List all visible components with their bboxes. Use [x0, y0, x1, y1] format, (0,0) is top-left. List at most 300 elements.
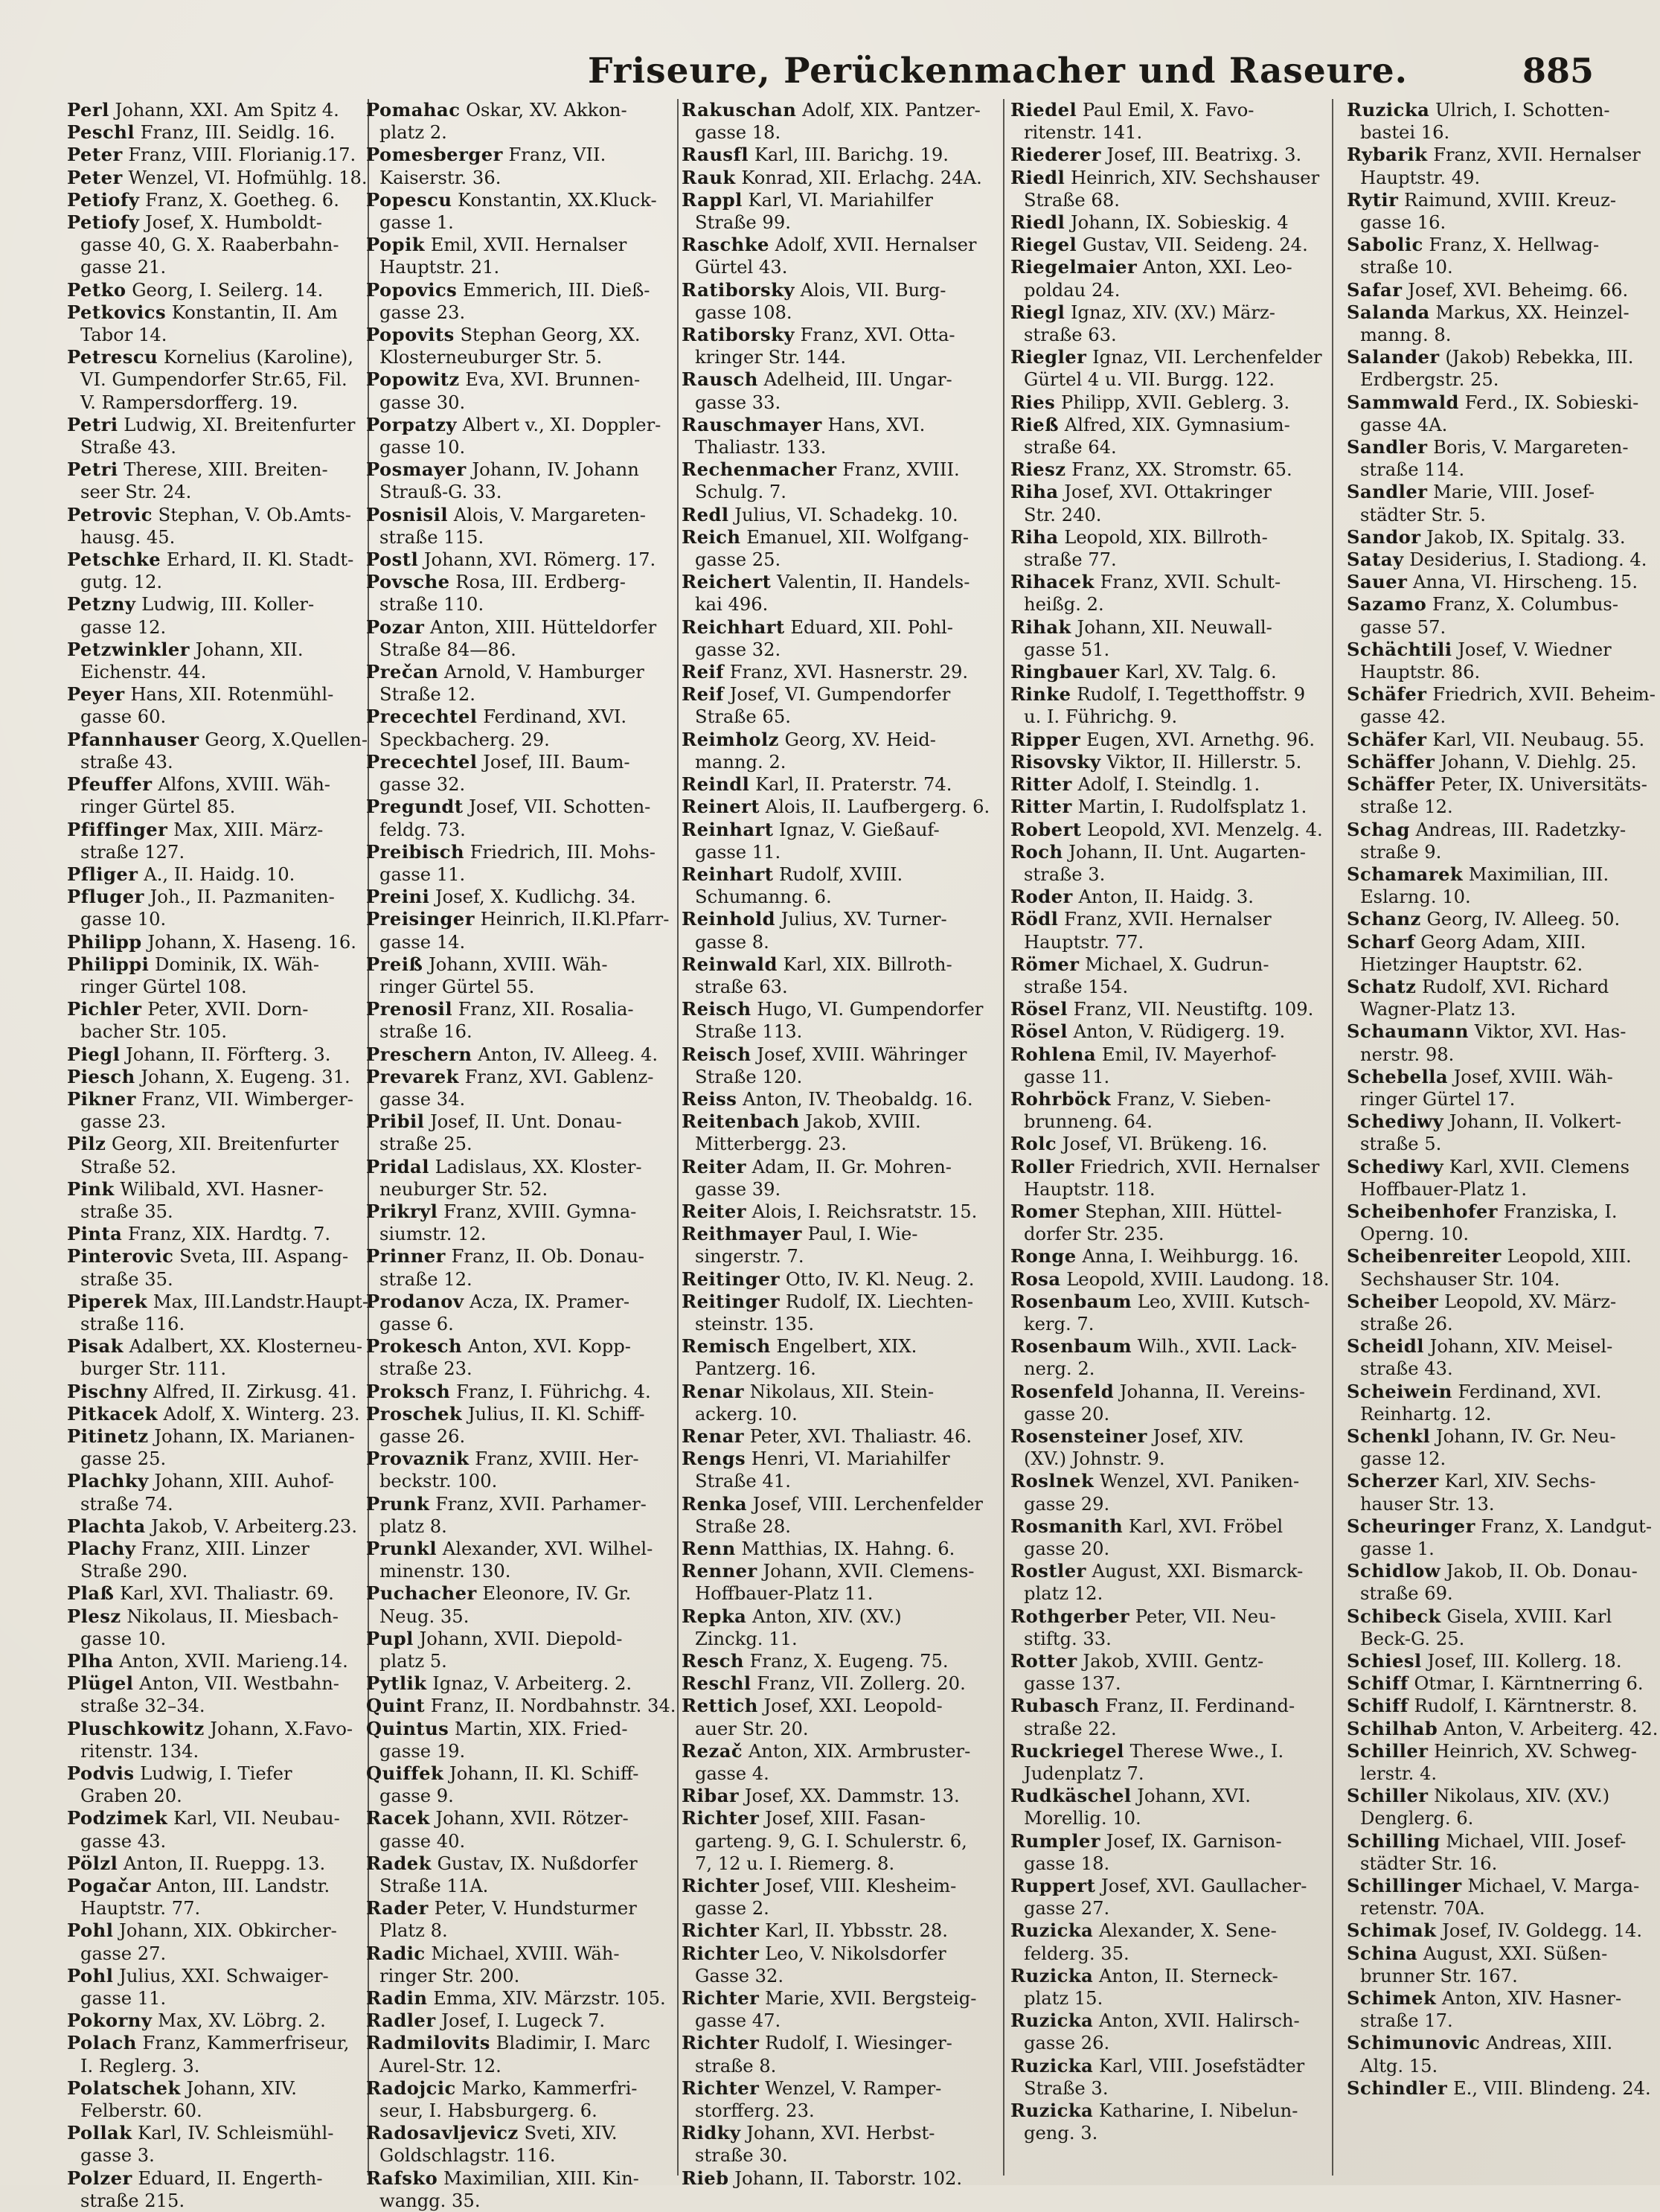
directory-entry	[67, 796, 368, 818]
entry-detail: platz 15.	[1024, 1988, 1103, 2010]
entry-detail: Ignaz, V. Arbeiterg. 2.	[426, 1673, 632, 1695]
entry-detail: Peter, XVI. Thaliastr. 46.	[744, 1425, 972, 1447]
directory-entry	[366, 121, 667, 144]
entry-detail: gasse 27.	[80, 1943, 167, 1964]
entry-surname: Rihacek	[1010, 571, 1095, 593]
directory-entry	[366, 1718, 667, 1740]
entry-surname: Pluschkowitz	[67, 1717, 205, 1739]
directory-entry	[366, 1448, 667, 1470]
entry-detail: gasse 23.	[80, 1111, 167, 1133]
entry-detail: feldg. 73.	[379, 819, 466, 840]
entry-detail: Anton, XIV. (XV.)	[746, 1605, 902, 1627]
entry-detail: Wilibald, XVI. Hasner-	[114, 1178, 324, 1200]
page-header	[0, 43, 1660, 103]
entry-surname: Pozar	[366, 616, 425, 638]
directory-entry	[67, 1245, 368, 1268]
directory-entry	[1010, 593, 1323, 616]
directory-entry	[67, 211, 368, 234]
directory-entry	[366, 1538, 667, 1560]
entry-detail: Karl, XVI. Fröbel	[1123, 1515, 1284, 1537]
entry-surname: Rezač	[682, 1739, 743, 1762]
entry-surname: Richter	[682, 1807, 760, 1829]
entry-detail: Alfred, II. Zirkusg. 41.	[147, 1381, 357, 1402]
entry-detail: Katharine, I. Nibelun-	[1093, 2100, 1298, 2122]
entry-detail: Anton, V. Rüdigerg. 19.	[1067, 1021, 1286, 1043]
entry-detail: seer Str. 24.	[80, 482, 192, 503]
directory-entry	[1010, 1538, 1323, 1560]
directory-entry	[1347, 2077, 1651, 2100]
directory-entry	[67, 683, 368, 706]
directory-entry	[1010, 144, 1323, 166]
directory-entry	[67, 1066, 368, 1088]
directory-entry	[682, 1875, 990, 1897]
entry-detail: Adolf, I. Steindlg. 1.	[1071, 774, 1260, 796]
directory-entry	[1010, 481, 1323, 503]
entry-detail: städter Str. 16.	[1360, 1853, 1498, 1874]
entry-detail: Anton, XVI. Kopp-	[462, 1336, 631, 1358]
entry-detail: Rudolf, I. Kärntnerstr. 8.	[1408, 1695, 1638, 1717]
entry-surname: Schindler	[1347, 2077, 1448, 2099]
directory-entry	[366, 189, 667, 211]
entry-surname: Schilhab	[1347, 1717, 1438, 1739]
entry-detail: Arnold, V. Hamburger	[438, 662, 644, 683]
directory-entry	[682, 886, 990, 908]
entry-surname: Schag	[1347, 818, 1410, 840]
entry-detail: Georg Adam, XIII.	[1414, 931, 1586, 953]
entry-detail: gasse 47.	[695, 2010, 781, 2032]
directory-entry	[1010, 234, 1323, 256]
directory-entry	[67, 1268, 368, 1291]
entry-detail: Franz, XX. Stromstr. 65.	[1065, 459, 1292, 481]
directory-entry	[682, 1740, 990, 1762]
directory-entry	[67, 773, 368, 796]
entry-detail: Engelbert, XIX.	[770, 1336, 917, 1358]
entry-surname: Schiller	[1347, 1785, 1429, 1807]
entry-detail: auer Str. 20.	[695, 1718, 809, 1739]
directory-entry	[682, 1335, 990, 1358]
directory-entry	[682, 1178, 990, 1201]
entry-detail: Anton, XIX. Armbruster-	[743, 1740, 971, 1762]
entry-detail: Friedrich, III. Mohs-	[464, 841, 656, 863]
directory-entry	[1347, 1043, 1638, 1066]
directory-entry	[682, 256, 990, 278]
entry-detail: V. Rampersdorfferg. 19.	[80, 391, 298, 413]
entry-detail: Franz, XVII. Hernalser	[1058, 909, 1272, 930]
directory-entry	[1347, 504, 1638, 526]
directory-entry	[682, 279, 990, 301]
directory-entry	[1347, 144, 1641, 166]
directory-entry	[682, 1448, 990, 1470]
entry-detail: Johann, II. Kl. Schiff-	[443, 1763, 639, 1785]
entry-detail: Anton, XIII. Hütteldorfer	[424, 616, 657, 638]
directory-entry	[682, 2100, 990, 2122]
entry-detail: Reinhartg. 12.	[1360, 1403, 1492, 1425]
directory-entry	[682, 189, 990, 211]
entry-detail: Rosa, III. Erdberg-	[449, 572, 626, 593]
directory-entry	[366, 773, 667, 796]
entry-surname: Pytlik	[366, 1672, 427, 1695]
directory-entry	[682, 346, 990, 368]
entry-surname: Plha	[67, 1650, 114, 1672]
directory-entry	[67, 616, 368, 639]
entry-surname: Schediwy	[1347, 1155, 1444, 1177]
entry-detail: Johann, II. Förfterg. 3.	[120, 1043, 331, 1065]
entry-detail: Nikolaus, XII. Stein-	[744, 1381, 935, 1402]
entry-detail: Franz, I. Führichg. 4.	[450, 1381, 651, 1402]
entry-detail: kai 496.	[695, 594, 769, 616]
entry-detail: Peter, V. Hundsturmer	[428, 1898, 637, 1919]
directory-entry	[1347, 976, 1638, 998]
entry-surname: Rausfl	[682, 144, 749, 166]
directory-entry	[1010, 863, 1323, 886]
directory-entry	[1347, 1066, 1638, 1088]
entry-surname: Reinhart	[682, 863, 774, 885]
entry-detail: Georg, IV. Alleeg. 50.	[1420, 909, 1621, 930]
directory-entry	[67, 1762, 368, 1785]
entry-surname: Romer	[1010, 1200, 1080, 1222]
entry-surname: Prečan	[366, 661, 439, 683]
directory-entry	[1347, 1223, 1638, 1245]
directory-column-2	[366, 99, 676, 2211]
entry-surname: Preisinger	[366, 908, 475, 930]
entry-detail: Rudolf, XVI. Richard	[1416, 976, 1609, 997]
entry-surname: Pomahac	[366, 99, 461, 121]
directory-entry	[1347, 1403, 1638, 1425]
entry-detail: Marko, Kammerfri-	[455, 2077, 638, 2099]
entry-detail: Julius, II. Kl. Schiff-	[462, 1403, 645, 1425]
entry-detail: gasse 21.	[80, 257, 167, 278]
directory-entry	[67, 661, 368, 683]
entry-detail: Eichenstr. 44.	[80, 662, 207, 683]
directory-entry	[682, 549, 990, 571]
entry-surname: Pitkacek	[67, 1402, 158, 1425]
entry-detail: Eduard, XII. Pohl-	[784, 616, 953, 638]
entry-detail: Straße 52.	[80, 1156, 176, 1177]
entry-surname: Renn	[682, 1538, 736, 1559]
entry-detail: Karl, XVII. Clemens	[1443, 1156, 1629, 1177]
entry-detail: Franz, VII. Zollerg. 20.	[751, 1673, 966, 1695]
entry-surname: Riegelmaier	[1010, 256, 1138, 278]
entry-surname: Riegler	[1010, 346, 1087, 368]
directory-entry	[682, 1425, 990, 1448]
entry-detail: Goldschlagstr. 116.	[379, 2145, 556, 2167]
entry-detail: Gasse 32.	[695, 1965, 784, 1986]
directory-entry	[67, 571, 368, 593]
directory-entry	[1010, 1178, 1323, 1201]
entry-detail: Altg. 15.	[1360, 2055, 1438, 2077]
entry-surname: Sandor	[1347, 525, 1421, 548]
directory-entry	[366, 1313, 667, 1335]
entry-surname: Petiofy	[67, 188, 140, 211]
entry-detail: Johann, XII. Neuwall-	[1071, 616, 1272, 638]
directory-entry	[366, 526, 667, 549]
entry-detail: Johann, XIX. Obkircher-	[113, 1920, 337, 1942]
directory-entry	[1347, 1582, 1638, 1605]
entry-detail: Johann, XIV.	[180, 2077, 297, 2099]
entry-surname: Scheiber	[1347, 1290, 1439, 1312]
entry-surname: Pink	[67, 1177, 115, 1200]
directory-entry	[1010, 121, 1323, 144]
entry-detail: Speckbacherg. 29.	[379, 729, 550, 750]
entry-surname: Rosmanith	[1010, 1515, 1124, 1537]
entry-detail: gasse 33.	[695, 391, 781, 413]
entry-detail: Gustav, VII. Seideng. 24.	[1077, 234, 1308, 256]
entry-detail: Emanuel, XII. Wolfgang-	[740, 526, 970, 548]
directory-entry	[1347, 1358, 1638, 1380]
directory-entry	[366, 593, 667, 616]
directory-entry	[682, 1582, 990, 1605]
directory-entry	[1010, 1965, 1323, 1987]
entry-surname: Porpatzy	[366, 413, 457, 435]
entry-detail: gasse 10.	[80, 1628, 167, 1649]
directory-entry	[366, 2122, 667, 2144]
entry-detail: minenstr. 130.	[379, 1561, 511, 1582]
entry-detail: Jakob, IX. Spitalg. 33.	[1420, 526, 1626, 548]
entry-detail: Straße 65.	[695, 706, 791, 728]
entry-detail: Karl, XIX. Billroth-	[777, 953, 952, 975]
entry-detail: Straße 290.	[80, 1561, 188, 1582]
entry-detail: Johann, XXI. Am Spitz 4.	[109, 100, 339, 121]
entry-surname: Plaß	[67, 1582, 115, 1605]
entry-surname: Petschke	[67, 549, 161, 571]
entry-surname: Rinke	[1010, 683, 1071, 706]
entry-detail: Johann, X.Favo-	[204, 1718, 353, 1739]
entry-detail: Matthias, IX. Hahng. 6.	[735, 1538, 955, 1559]
directory-entry	[366, 2190, 667, 2212]
entry-surname: Ries	[1010, 391, 1056, 413]
entry-surname: Rosenbaum	[1010, 1290, 1132, 1312]
directory-entry	[67, 1965, 368, 1987]
entry-detail: Josef, II. Unt. Donau-	[424, 1111, 622, 1133]
directory-entry	[67, 729, 368, 751]
entry-surname: Scherzer	[1347, 1470, 1439, 1492]
entry-detail: Johann, IX. Marianen-	[148, 1425, 355, 1447]
directory-entry	[1347, 481, 1638, 503]
directory-entry	[682, 1762, 990, 1785]
directory-entry	[67, 279, 368, 301]
entry-detail: Georg, XII. Breitenfurter	[106, 1134, 339, 1155]
directory-entry	[67, 1538, 368, 1560]
entry-surname: Pinterovic	[67, 1245, 174, 1268]
entry-detail: Aurel-Str. 12.	[379, 2055, 501, 2077]
entry-detail: Franz, X. Landgut-	[1475, 1515, 1653, 1537]
entry-detail: Jakob, II. Ob. Donau-	[1441, 1561, 1638, 1582]
directory-entry	[1347, 1493, 1638, 1515]
entry-detail: Emil, XVII. Hernalser	[425, 234, 627, 256]
entry-surname: Reif	[682, 661, 725, 683]
directory-entry	[366, 2055, 667, 2077]
entry-surname: Richter	[682, 1875, 760, 1897]
entry-surname: Radmilovits	[366, 2032, 490, 2054]
directory-entry	[1010, 1403, 1323, 1425]
directory-entry	[1010, 526, 1323, 549]
entry-detail: Anton, VII. Westbahn-	[133, 1673, 339, 1695]
entry-detail: straße 35.	[80, 1201, 173, 1222]
directory-entry	[1010, 841, 1323, 863]
entry-surname: Schimunovic	[1347, 2032, 1481, 2054]
entry-surname: Remisch	[682, 1335, 771, 1358]
directory-entry	[682, 773, 990, 796]
directory-entry	[1347, 1695, 1638, 1717]
entry-detail: Franz, II. Ob. Donau-	[445, 1246, 644, 1268]
entry-detail: Eugen, XVI. Arnethg. 96.	[1080, 729, 1315, 750]
directory-entry	[67, 841, 368, 863]
directory-entry	[67, 234, 368, 256]
entry-surname: Quintus	[366, 1717, 449, 1739]
directory-entry	[1010, 931, 1323, 953]
entry-detail: Josef, XXI. Leopold-	[757, 1695, 943, 1717]
entry-detail: gasse 25.	[695, 549, 781, 571]
entry-detail: straße 32–34.	[80, 1695, 205, 1717]
directory-entry	[682, 1650, 990, 1672]
directory-entry	[67, 2055, 368, 2077]
entry-surname: Ratiborsky	[682, 278, 795, 301]
directory-entry	[682, 1560, 990, 1582]
entry-surname: Ruzicka	[1010, 2100, 1094, 2122]
directory-entry	[366, 1695, 676, 1717]
entry-detail: Karl, II. Praterstr. 74.	[749, 774, 952, 796]
entry-detail: straße 64.	[1024, 437, 1117, 458]
entry-detail: straße 63.	[695, 976, 788, 997]
entry-detail: Georg, I. Seilerg. 14.	[126, 279, 324, 301]
entry-detail: Konstantin, XX.Kluck-	[452, 189, 657, 211]
entry-surname: Raschke	[682, 234, 769, 256]
entry-detail: Dominik, IX. Wäh-	[149, 953, 320, 975]
directory-entry	[1347, 1245, 1638, 1268]
entry-detail: Franz, X. Columbus-	[1426, 594, 1618, 616]
directory-entry	[1010, 1875, 1323, 1897]
entry-surname: Riesz	[1010, 458, 1066, 481]
entry-detail: Henri, VI. Mariahilfer	[746, 1448, 950, 1470]
entry-detail: Martin, XIX. Fried-	[449, 1718, 628, 1739]
entry-surname: Polzer	[67, 2167, 132, 2189]
entry-surname: Pridal	[366, 1155, 429, 1177]
entry-detail: Raimund, XVIII. Kreuz-	[1398, 189, 1617, 211]
directory-entry	[1347, 1650, 1638, 1672]
entry-surname: Perl	[67, 99, 109, 121]
directory-entry	[67, 886, 368, 908]
directory-entry	[67, 1043, 368, 1066]
directory-entry	[1347, 1425, 1638, 1448]
entry-surname: Reindl	[682, 773, 750, 796]
entry-detail: Klosterneuburger Str. 5.	[379, 347, 603, 368]
entry-detail: gasse 1.	[379, 212, 454, 234]
entry-detail: Josef, VI. Gumpendorfer	[724, 684, 951, 706]
entry-detail: gasse 43.	[80, 1830, 167, 1852]
entry-surname: Rothgerber	[1010, 1605, 1130, 1627]
entry-surname: Posnisil	[366, 503, 449, 525]
entry-detail: gasse 18.	[1024, 1853, 1110, 1874]
entry-surname: Pribil	[366, 1110, 425, 1133]
entry-surname: Rödl	[1010, 908, 1059, 930]
directory-entry	[67, 1672, 368, 1695]
entry-detail: Thaliastr. 133.	[695, 437, 827, 458]
entry-detail: Karl, II. Ybbsstr. 28.	[759, 1920, 948, 1942]
entry-surname: Petrovic	[67, 503, 153, 525]
directory-entry	[67, 1020, 368, 1043]
directory-entry	[1347, 863, 1638, 886]
entry-detail: Josef, XVI. Gaullacher-	[1095, 1876, 1307, 1897]
entry-detail: gasse 137.	[1024, 1673, 1121, 1695]
entry-detail: gasse 4.	[695, 1763, 769, 1785]
entry-surname: Ruzicka	[1010, 2010, 1094, 2032]
entry-detail: Karl, XVI. Thaliastr. 69.	[114, 1583, 334, 1605]
entry-surname: Radic	[366, 1942, 426, 1964]
directory-entry	[67, 1830, 368, 1853]
entry-surname: Plügel	[67, 1672, 134, 1695]
entry-detail: Julius, XXI. Schwaiger-	[113, 1965, 329, 1986]
directory-entry	[1010, 1245, 1323, 1268]
directory-entry	[366, 167, 667, 189]
entry-detail: gasse 11.	[379, 863, 466, 885]
directory-entry	[67, 99, 368, 121]
directory-entry	[1010, 189, 1323, 211]
entry-detail: Emil, IV. Mayerhof-	[1096, 1043, 1277, 1065]
entry-detail: Straße 3.	[1024, 2077, 1109, 2099]
entry-surname: Preini	[366, 886, 430, 908]
entry-detail: Johann, XVIII. Wäh-	[423, 953, 608, 975]
entry-surname: Pogačar	[67, 1875, 151, 1897]
directory-entry	[682, 616, 990, 639]
directory-entry	[1010, 1943, 1323, 1965]
entry-detail: Tabor 14.	[80, 325, 167, 346]
entry-detail: Johann, IX. Sobieskig. 4	[1065, 212, 1289, 234]
directory-entry	[67, 1605, 368, 1628]
entry-detail: straße 63.	[1024, 325, 1117, 346]
directory-entry	[682, 1201, 990, 1223]
entry-detail: Karl, VII. Neubaug. 55.	[1426, 729, 1645, 750]
directory-entry	[1347, 1762, 1638, 1785]
entry-surname: Ruzicka	[1010, 1964, 1094, 1986]
directory-entry	[366, 863, 667, 886]
entry-detail: Anton, IV. Alleeg. 4.	[472, 1043, 658, 1065]
entry-detail: Josef, XVI. Ottakringer	[1058, 482, 1272, 503]
directory-entry	[1347, 1020, 1638, 1043]
directory-column-4	[1010, 99, 1330, 2176]
entry-detail: Karl, XV. Talg. 6.	[1119, 662, 1277, 683]
entry-surname: Reitenbach	[682, 1110, 800, 1133]
directory-entry	[1010, 504, 1323, 526]
entry-detail: Franz, II. Nordbahnstr. 34.	[425, 1695, 676, 1717]
entry-surname: Redl	[682, 503, 729, 525]
directory-entry	[682, 976, 990, 998]
entry-detail: straße 77.	[1024, 549, 1117, 571]
directory-entry	[1010, 1493, 1323, 1515]
entry-detail: Wilh., XVII. Lack-	[1132, 1336, 1297, 1358]
entry-detail: Therese, XIII. Breiten-	[118, 459, 328, 481]
directory-entry	[366, 976, 667, 998]
entry-surname: Provaznik	[366, 1448, 470, 1470]
entry-detail: dorfer Str. 235.	[1024, 1224, 1164, 1245]
directory-entry	[67, 1448, 368, 1470]
entry-surname: Reinhart	[682, 818, 774, 840]
entry-surname: Philipp	[67, 930, 142, 953]
directory-entry	[1010, 436, 1323, 458]
directory-entry	[682, 1088, 990, 1110]
entry-detail: Nikolaus, II. Miesbach-	[121, 1605, 339, 1627]
entry-detail: Josef, XVI. Beheimg. 66.	[1402, 279, 1629, 301]
entry-detail: gutg. 12.	[80, 572, 163, 593]
directory-entry	[1347, 1628, 1638, 1650]
entry-detail: Adolf, XVII. Hernalser	[769, 234, 977, 256]
entry-detail: Alexander, X. Sene-	[1093, 1920, 1277, 1942]
entry-detail: steinstr. 135.	[695, 1313, 815, 1334]
entry-surname: Postl	[366, 549, 419, 571]
entry-surname: Sauer	[1347, 571, 1408, 593]
directory-column-1	[67, 99, 369, 2211]
entry-detail: August, XXI. Süßen-	[1417, 1943, 1608, 1964]
directory-entry	[366, 1133, 667, 1155]
